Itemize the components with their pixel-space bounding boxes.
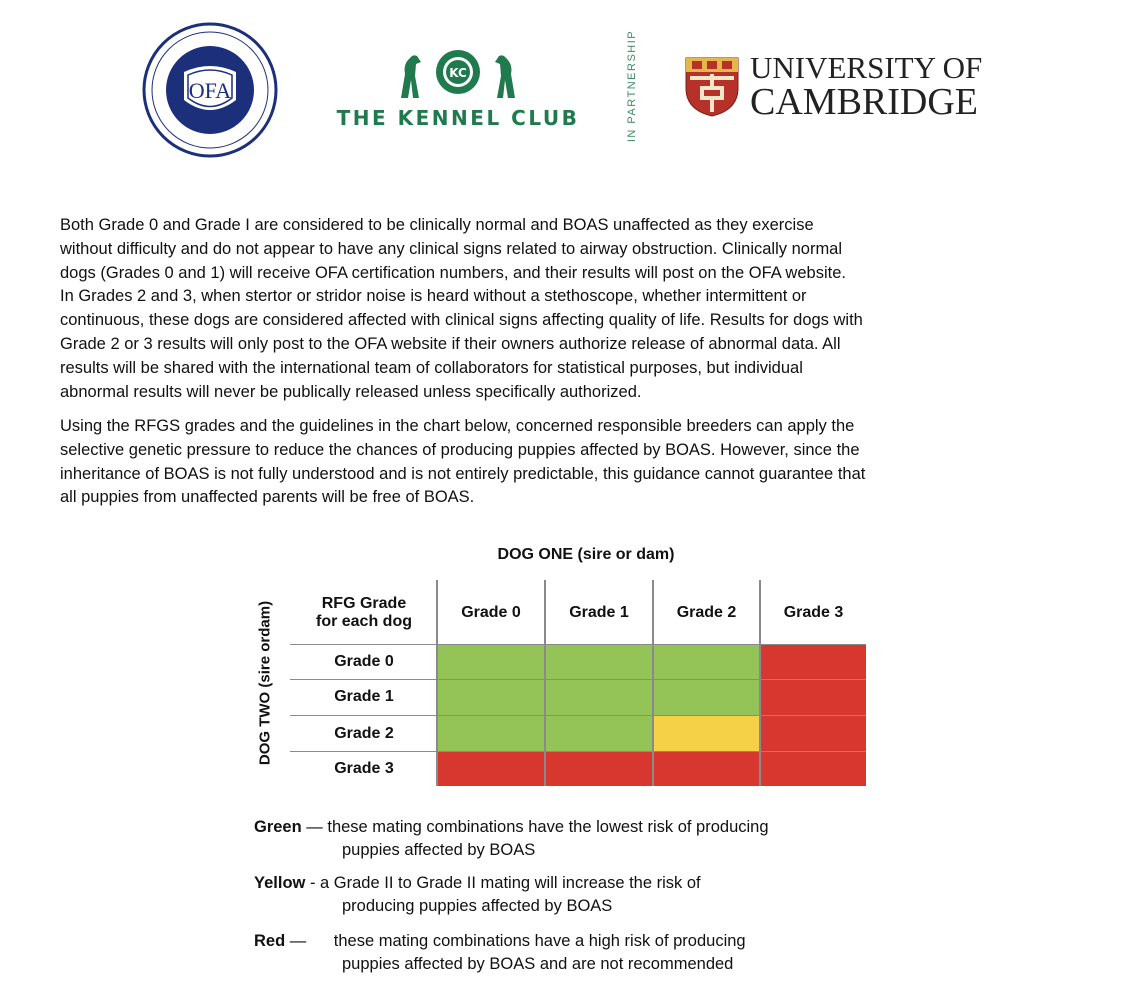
text-line: Using the RFGS grades and the guidelines in the chart below, concerned responsible breeders can apply the: [60, 417, 855, 435]
row-header: Grade 1: [334, 688, 394, 705]
text-line: dogs (Grades 0 and 1) will receive OFA certification numbers, and their results will post on the OFA website.: [60, 263, 846, 282]
grid-cell-red: [654, 752, 759, 786]
grid-cell-red: [761, 752, 866, 786]
dog-two-label: DOG TWO (sire ordam): [256, 600, 274, 766]
text-line: Grade 2 or 3 results will only post to the OFA website if their owners authorize release of abnormal data. All: [60, 334, 841, 353]
column-header: Grade 3: [783, 604, 844, 621]
legend-green: Green — these mating combinations have the lowest risk of producing puppies affected by BOAS: [254, 818, 769, 859]
text-line: Both Grade 0 and Grade I are considered to be clinically normal and BOAS unaffected as they exercise: [60, 216, 814, 234]
grid-cell-yellow: [654, 716, 759, 751]
cambridge-logo: [684, 50, 1014, 124]
text-line: without difficulty and do not appear to have any clinical signs related to airway obstruction. Clinically normal: [60, 239, 843, 258]
grid-line: [290, 644, 866, 645]
text-line: selective genetic pressure to reduce the chances of producing puppies affected by BOAS. However, since the: [60, 440, 860, 459]
column-header: Grade 2: [676, 604, 737, 621]
partnership-label: IN PARTNERSHIP: [626, 29, 638, 143]
row-header: Grade 3: [334, 760, 394, 777]
row-header: Grade 2: [334, 725, 394, 742]
grid-line: [544, 580, 546, 786]
ofa-logo: [140, 20, 280, 160]
paragraph-grades-explanation: [60, 214, 1060, 404]
grid-cell-green: [546, 680, 652, 715]
legend-red: Red — these mating combinations have a high risk of producing puppies affected by BOAS and are not recommended: [254, 932, 746, 973]
text-line: In Grades 2 and 3, when stertor or stridor noise is heard without a stethoscope, whether intermittent or: [60, 287, 807, 306]
grid-cell-red: [761, 716, 866, 751]
grid-line: [290, 751, 866, 752]
grid-cell-green: [654, 680, 759, 715]
text-line: continuous, these dogs are considered affected with clinical signs affecting quality of life. Results for dogs with: [60, 311, 863, 330]
grid-line: [759, 580, 761, 786]
grid-cell-green: [438, 645, 544, 679]
row-header: Grade 0: [334, 653, 394, 670]
text-line: inheritance of BOAS is not fully understood and is not entirely predictable, this guidance cannot guarantee that: [60, 464, 866, 483]
text-line: abnormal results will never be publically released unless specifically authorized.: [60, 382, 642, 401]
grid-cell-green: [438, 680, 544, 715]
svg-text:OFA: OFA: [188, 78, 232, 103]
grid-cell-red: [761, 680, 866, 715]
legend-yellow: Yellow - a Grade II to Grade II mating will increase the risk of producing puppies affected by BOAS: [254, 874, 701, 915]
grid-cell-red: [546, 752, 652, 786]
column-header: Grade 1: [569, 604, 629, 621]
text-line: all puppies from unaffected parents will be free of BOAS.: [60, 488, 475, 507]
text-line: results will be shared with the international team of collaborators for statistical purposes, but individual: [60, 358, 803, 377]
grid-line: [290, 679, 866, 680]
kennel-club-logo: [328, 40, 588, 135]
grid-cell-green: [438, 716, 544, 751]
dog-one-label: DOG ONE (sire or dam): [497, 546, 675, 563]
grid-line: [652, 580, 654, 786]
grid-cell-red: [761, 645, 866, 679]
grid-cell-green: [654, 645, 759, 679]
grid-line: [436, 580, 438, 786]
cambridge-shield-icon: [684, 56, 740, 118]
column-header: Grade 0: [461, 604, 521, 621]
paragraph-breeding-guidance: [60, 415, 1060, 510]
grid-cell-green: [546, 645, 652, 679]
cambridge-line-2: CAMBRIDGE: [750, 81, 979, 123]
svg-text:KC: KC: [449, 66, 467, 80]
grid-line: [290, 715, 866, 716]
grid-corner-header: RFG Grade for each dog: [315, 595, 412, 630]
grid-cell-red: [438, 752, 544, 786]
grid-cell-green: [546, 716, 652, 751]
kennel-club-name: THE KENNEL CLUB: [336, 106, 580, 130]
cambridge-line-1: UNIVERSITY OF: [750, 50, 983, 85]
